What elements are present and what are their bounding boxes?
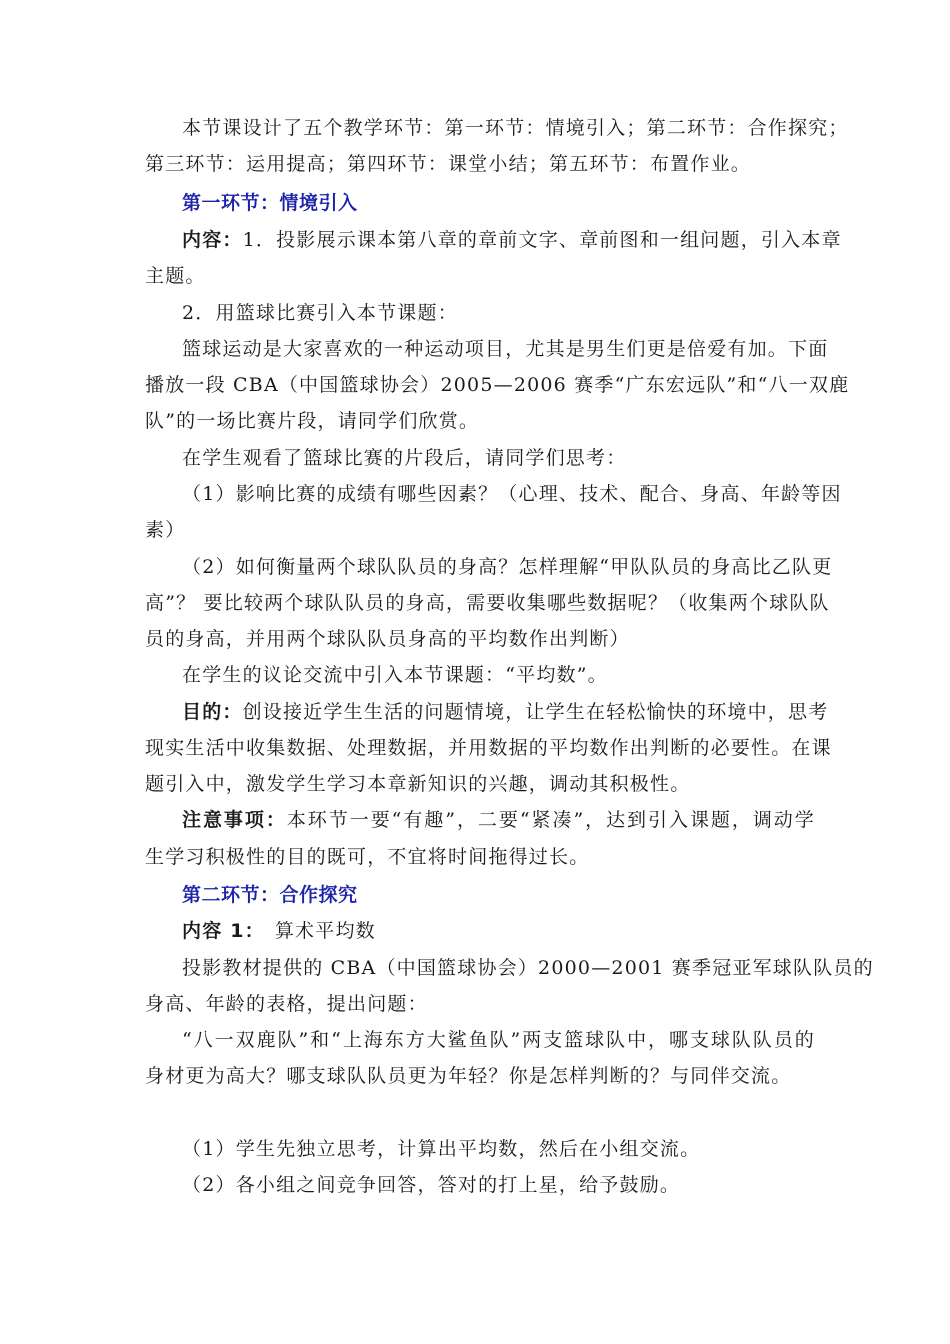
goal-line-3: 题引入中，激发学生学习本章新知识的兴趣，调动其积极性。: [145, 773, 691, 795]
section-2-heading: 第二环节：合作探究: [182, 884, 358, 906]
goal-line-1: 目的：创设接近学生生活的问题情境，让学生在轻松愉快的环境中，思考: [182, 701, 829, 723]
team-question-line-1: “八一双鹿队”和“上海东方大鲨鱼队”两支篮球队中，哪支球队队员的: [182, 1029, 815, 1051]
intro-paragraph-line-2: 第三环节：运用提高；第四环节：课堂小结；第五环节：布置作业。: [145, 153, 752, 175]
question-2-line-1: （2）如何衡量两个球队队员的身高？怎样理解“甲队队员的身高比乙队更: [182, 556, 833, 578]
note-label: 注意事项：: [182, 809, 287, 831]
content-item-1-line-2: 主题。: [145, 265, 206, 287]
content-item-1-line-1: 内容：1．投影展示课本第八章的章前文字、章前图和一组问题，引入本章: [182, 229, 842, 251]
projection-line-2: 身高、年龄的表格，提出问题：: [145, 993, 428, 1015]
question-1-line-2: 素）: [145, 519, 186, 541]
section-1-heading: 第一环节：情境引入: [182, 192, 358, 214]
content-1-label: 内容 1：: [182, 920, 265, 942]
step-1: （1）学生先独立思考，计算出平均数，然后在小组交流。: [182, 1138, 701, 1160]
topic-intro: 在学生的议论交流中引入本节课题：“平均数”。: [182, 664, 608, 686]
projection-line-1: 投影教材提供的 CBA（中国篮球协会）2000—2001 赛季冠亚军球队队员的: [182, 957, 874, 979]
question-1-line-1: （1）影响比赛的成绩有哪些因素？（心理、技术、配合、身高、年龄等因: [182, 483, 842, 505]
think-prompt: 在学生观看了篮球比赛的片段后，请同学们思考：: [182, 447, 627, 469]
note-line-1: 注意事项：本环节一要“有趣”，二要“紧凑”，达到引入课题，调动学: [182, 809, 815, 831]
goal-label: 目的：: [182, 701, 243, 723]
goal-line-2: 现实生活中收集数据、处理数据，并用数据的平均数作出判断的必要性。在课: [145, 737, 832, 759]
content-item-2: 2．用篮球比赛引入本节课题：: [182, 302, 458, 324]
question-2-line-3: 员的身高，并用两个球队队员身高的平均数作出判断）: [145, 628, 630, 650]
note-line-2: 生学习积极性的目的既可，不宜将时间拖得过长。: [145, 846, 590, 868]
question-2-line-2: 高”？ 要比较两个球队队员的身高，需要收集哪些数据呢？（收集两个球队队: [145, 592, 830, 614]
content-1-title: 内容 1： 算术平均数: [182, 920, 376, 942]
team-question-line-2: 身材更为高大？哪支球队队员更为年轻？你是怎样判断的？与同伴交流。: [145, 1065, 792, 1087]
basketball-paragraph-line-2: 播放一段 CBA（中国篮球协会）2005—2006 赛季“广东宏远队”和“八一双鹿: [145, 374, 850, 396]
basketball-paragraph-line-1: 篮球运动是大家喜欢的一种运动项目，尤其是男生们更是倍爱有加。下面: [182, 338, 829, 360]
content-label: 内容：: [182, 229, 243, 251]
intro-paragraph-line-1: 本节课设计了五个教学环节：第一环节：情境引入；第二环节：合作探究；: [182, 117, 849, 139]
step-2: （2）各小组之间竞争回答，答对的打上星，给予鼓励。: [182, 1174, 681, 1196]
basketball-paragraph-line-3: 队”的一场比赛片段，请同学们欣赏。: [145, 410, 480, 432]
